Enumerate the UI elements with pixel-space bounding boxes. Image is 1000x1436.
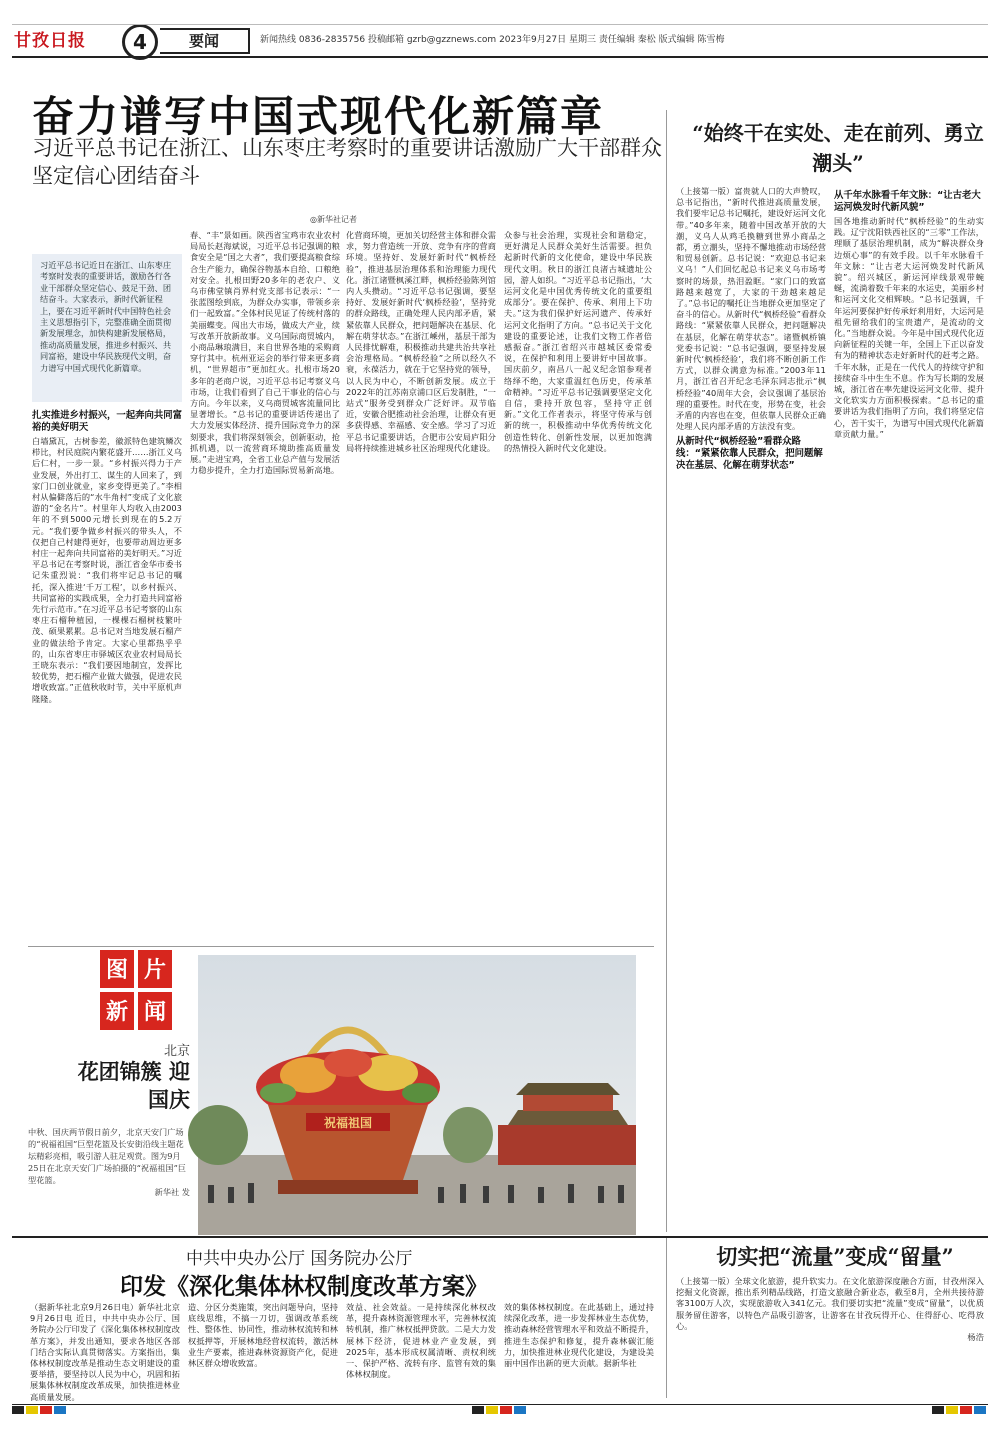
page-number: 4 (122, 24, 158, 60)
bottom-text-col-4: 效的集体林权制度。在此基础上，通过持续深化改革，进一步发挥林业生态优势，推动森林经营管理水平和效益不断提升，推进生态保护和修复，提升森林碳汇能力，加快推进林业现代化建设，为建设美丽中国作出新的更大贡献。据新华社 (504, 1302, 654, 1369)
lead-text: 习近平总书记近日在浙江、山东枣庄考察时发表的重要讲话，激励各行各业干部群众坚定信心、鼓足干劲、团结奋斗。大家表示，新时代新征程上，要在习近平新时代中国特色社会主义思想指引下，完整准确全面贯彻新发展理念，加快构建新发展格局，推动高质量发展，推进乡村振兴、共同富裕，建设中华民族现代文明，奋力谱写中国式现代化新篇章。 (40, 260, 172, 373)
article-text-col-2: 春、“丰”景如画。陕西省宝鸡市农业农村局局长赵海斌说，习近平总书记强调的粮食安全是“国之大者”，我们要提高粮食综合生产能力，确保谷物基本自给、口粮绝对安全。扎根田野20多年的老农户、义乌市佛堂镇肖界村党支部书记表示：“一张蓝图绘到底，为群众办实事，带领乡亲们一起致富。”全体村民见证了传统村落的美丽蝶变。闯出大市场，做成大产业，续写改革开放新故事。义乌国际商贸城内，小商品琳琅满目，来自世界各地的采购商穿行其中。杭州亚运会的举行带来更多商机，“世界超市”更加红火。扎根市场20多年的老商户说，习近平总书记考察义乌市场，让我们看到了自己干事业的信心与方向。今年以来，义乌商贸城客流量同比显著增长。“总书记的重要讲话传递出了大力发展实体经济、提升国际竞争力的深刻要求，我们将深刻领会，创新驱动，抢抓机遇，以一流营商环境助推高质量发展。”走进宝鸡，全省工业总产值与发展活力稳步提升，全力打造国际贸易新高地。 (190, 230, 340, 476)
byline: ◎新华社记者 (310, 215, 357, 224)
top-rule (12, 24, 988, 25)
bottom-column-1 (30, 1302, 180, 1402)
right-feature-title: “始终干在实处、走在前列、勇立潮头” (692, 121, 984, 175)
article-text-col-5: （上接第一版）富贵就人口的大声赞叹，总书记指出，“新时代推进高质量发展，我们要牢记总书记嘱托，建设好运河文化带。”40多年来，随着中国改革开放的大潮，义乌人从鸡毛换糖到世界小商品之都，勇立潮头，坚持不懈地推动市场经营和贸易创新。总书记说：“欢迎总书记来义乌！”人们回忆起总书记来义乌市场考察时的场景，热泪盈眶。“家门口的致富路越来越宽了，大家的干劲越来越足了。”总书记的嘱托让当地群众更加坚定了奋斗的信心。从新时代“枫桥经验”看群众路线：“紧紧依靠人民群众，把问题解决在基层，化解在萌芽状态”。诸暨枫桥镇党委书记说：“总书记强调，要坚持发展新时代‘枫桥经验’，我们将不断创新工作方式，以群众满意为标准。”2003年11月，浙江省召开纪念毛泽东同志批示“枫桥经验”40周年大会，会议强调了基层治理的重要性。时代在变，形势在变，社会矛盾的内容也在变，但依靠人民群众正确处理人民内部矛盾的方法没有变。 (676, 186, 826, 432)
commentary-title: 切实把“流量”变成“留量” (716, 1244, 954, 1269)
article-column-3 (346, 230, 496, 946)
article-column-2 (190, 230, 340, 946)
column-divider (666, 110, 667, 1232)
commentary-author: 杨浩 (967, 1332, 984, 1343)
basket-banner-text: 祝福祖国 (323, 1116, 373, 1130)
bottom-column-3 (346, 1302, 496, 1394)
main-subheadline: 习近平总书记在浙江、山东枣庄考察时的重要讲话激励广大干部群众坚定信心团结奋斗 (32, 136, 662, 188)
lead-box (32, 254, 182, 402)
bottom-column-2 (188, 1302, 338, 1394)
commentary-body (676, 1276, 984, 1396)
photo-news-badge (100, 950, 172, 1030)
article-text-col-4: 众参与社会治理，实现社会和谐稳定，更好满足人民群众美好生活需要。担负起新时代新的文化使命，建设中华民族现代文明。秋日的浙江良渚古城遗址公园，游人如织。“习近平总书记指出，‘大运河文化是中国优秀传统文化的重要组成部分’。要在保护、传承、利用上下功夫。”这为我们保护好运河遗产、传承好运河文化指明了方向。“总书记关于文化建设的重要论述，让我们文物工作者倍感振奋。”浙江省绍兴市越城区委常委说，在保护和利用上要讲好中国故事。国庆前夕，南昌八一起义纪念馆参观者络绎不绝，大家重温红色历史，传承革命精神。“习近平总书记强调要坚定文化自信，秉持开放包容，坚持守正创新。”文化工作者表示，将坚守传承与创新的统一，积极推动中华优秀传统文化创造性转化、创新性发展，以更加饱满的热情投入新时代文化建设。 (504, 230, 652, 453)
badge-char-3: 新 (105, 1000, 129, 1025)
badge-char-4: 闻 (143, 1000, 167, 1025)
article-subheading-1: 扎实推进乡村振兴，一起奔向共同富裕的美好明天 (32, 410, 183, 433)
article-column-5 (676, 186, 826, 1232)
photo-caption-text: 中秋、国庆两节假日前夕，北京天安门广场的“祝福祖国”巨型花篮及长安街沿线主题花坛精彩亮相，吸引游人驻足观赏。图为9月25日在北京天安门广场拍摄的“祝福祖国”巨型花篮。 (28, 1127, 186, 1185)
photo-headline: 花团锦簇 迎国庆 (77, 1059, 190, 1112)
newspaper-logo: 甘孜日报 (14, 31, 86, 51)
article-column-1 (32, 406, 182, 926)
photo-divider (28, 946, 654, 947)
commentary-text: （上接第一版）全球文化旅游，提升软实力。在文化旅游深度融合方面，甘孜州深入挖掘文化资源，推出系列精品线路，打造文旅融合新业态，截至8月，全州共接待游客3100万人次，实现旅游收入341亿元。我们要切实把“流量”变成“留量”，以优质服务留住游客，以特色产品吸引游客，让游客在甘孜玩得开心、住得舒心、吃得放心。 (676, 1276, 984, 1331)
bottom-section-rule (12, 1236, 988, 1238)
photo-credit: 新华社 发 (154, 1187, 190, 1197)
article-column-4 (504, 230, 652, 946)
right-subheading-1: 从千年水脉看千年文脉：“让古老大运河焕发时代新风貌” (834, 190, 981, 213)
footer-color-bar (12, 1402, 988, 1414)
bottom-column-4 (504, 1302, 654, 1394)
right-subheading-2: 从新时代“枫桥经验”看群众路线：“紧紧依靠人民群众，把问题解决在基层、化解在萌芽状态” (676, 436, 823, 472)
bottom-article-kicker: 中共中央办公厅 国务院办公厅 (186, 1249, 413, 1269)
article-text-col-6: 国各地推动新时代“枫桥经验”的生动实践。辽宁沈阳铁西社区的“三零”工作法，理顺了基层治理机制，成为“解决群众身边烦心事”的有效手段。以千年水脉看千年文脉：“让古老大运河焕发时代新风貌”。绍兴城区，新运河岸线景观带蜿蜒，流淌着数千年来的水运史，美丽乡村和运河文化交相辉映。“总书记强调，千年运河要保护好传承好利用好，大运河是祖先留给我们的宝贵遗产，是流动的文化。”当地群众说。今年是中国式现代化迈向新征程的关键一年，全国上下正以奋发有为的精神状态走好新时代的赶考之路。千年水脉，正是在一代代人的持续守护和接续奋斗中生生不息。作为写长期的发展城，浙江省在率先建设运河文化带、提升文化软实力方面积极探索。“总书记的重要讲话为我们指明了方向，我们将坚定信心，苦干实干，为谱写中国式现代化新篇章贡献力量。” (834, 216, 984, 439)
badge-char-2: 片 (143, 958, 167, 983)
bottom-article-title: 印发《深化集体林权制度改革方案》 (120, 1273, 488, 1300)
article-column-6 (834, 186, 984, 1232)
masthead-rule (12, 56, 988, 58)
bottom-divider (666, 1238, 667, 1398)
tiananmen-flower-basket-photo (198, 955, 636, 1235)
photo-caption (28, 1126, 190, 1198)
section-name: 要闻 (160, 28, 250, 54)
bottom-text-col-1: （据新华社北京9月26日电）新华社北京9月26日电 近日，中共中央办公厅、国务院办公厅印发了《深化集体林权制度改革方案》，并发出通知，要求各地区各部门结合实际认真贯彻落实。方案指出，集体林权制度改革是推动生态文明建设的重要举措，要坚持以人民为中心，巩固和拓展集体林权制度改革成果，加快推进林业高质量发展。 (30, 1302, 180, 1402)
bottom-text-col-3: 效益、社会效益。一是持续深化林权改革，提升森林资源管理水平，完善林权流转机制，推广林权抵押贷款。二是大力发展林下经济，促进林业产业发展，到2025年，基本形成权属清晰、责权利统一、保护严格、流转有序、监管有效的集体林权制度。 (346, 1302, 496, 1380)
article-text-col-3: 化营商环境，更加关切经营主体和群众需求，努力营造统一开放、竞争有序的营商环境。坚持好、发展好新时代“枫桥经验”，推进基层治理体系和治理能力现代化。浙江诸暨枫溪江畔，枫桥经验陈列馆内人头攒动。“习近平总书记强调，要坚持好、发展好新时代‘枫桥经验’，坚持党的群众路线，正确处理人民内部矛盾，紧紧依靠人民群众，把问题解决在基层、化解在萌芽状态。”在浙江嵊州，基层干部为人民排忧解难，积极推动共建共治共享社会治理格局。“枫桥经验”之所以经久不衰，永葆活力，就在于它坚持党的领导，以人民为中心，不断创新发展。成立于2022年的江苏南京浦口区后发制胜，“一站式”服务受到群众广泛好评。双节临近，安徽合肥推动社会治理，让群众有更多获得感、幸福感、安全感。学习了习近平总书记重要讲话，合肥市公安局庐阳分局将持续推进城乡社区治理现代化建设。 (346, 230, 496, 453)
article-text-col-1: 白墙黛瓦，古树参差，徽派特色建筑鳞次栉比，村民庭院内繁花盛开……浙江义乌后仁村，一步一景。“乡村振兴得力于产业发展，外出打工、谋生的人回来了，到家门口创业就业，家乡变得更美了。”李相村从偏僻落后的“水牛角村”变成了文化旅游的“金名片”。村里年人均收入由2003年的不到5000元增长到现在的5.2万元。“我们要争做乡村振兴的带头人，不仅把自己村建得更好，也要带动周边更多村庄一起奔向共同富裕的美好明天。”习近平总书记在考察时说，浙江省金华市委书记朱重烈说：“我们将牢记总书记的嘱托，深入推进‘千万工程’，以乡村振兴、共同富裕的实践成果，全力打造共同富裕先行示范市。”在习近平总书记考察的山东枣庄石榴种植园，一棵棵石榴树枝繁叶茂、硕果累累。总书记对当地发展石榴产业的做法给予肯定。大家心里都热乎乎的，山东省枣庄市驿城区农业农村局局长王晓东表示：“我们要因地制宜，发挥比较优势，把石榴产业做大做强，促进农民增收致富。”正值秋收时节，关中平原机声隆隆。 (32, 436, 182, 704)
masthead-info: 新闻热线 0836-2835756 投稿邮箱 gzrb@gzznews.com 2023年9月27日 星期三 责任编辑 秦松 版式编辑 陈雪梅 (260, 35, 725, 45)
main-headline: 奋力谱写中国式现代化新篇章 (32, 92, 605, 141)
badge-char-1: 图 (105, 958, 129, 983)
photo-location: 北京 (163, 1044, 190, 1059)
bottom-text-col-2: 造、分区分类施策，突出问题导向，坚持底线思维，不搞一刀切，强调改革系统性、整体性、协同性，推动林权流转和林权抵押等，开展林地经营权流转，激活林业生产要素，推进森林资源资产化，促进林区群众增收致富。 (188, 1302, 338, 1369)
